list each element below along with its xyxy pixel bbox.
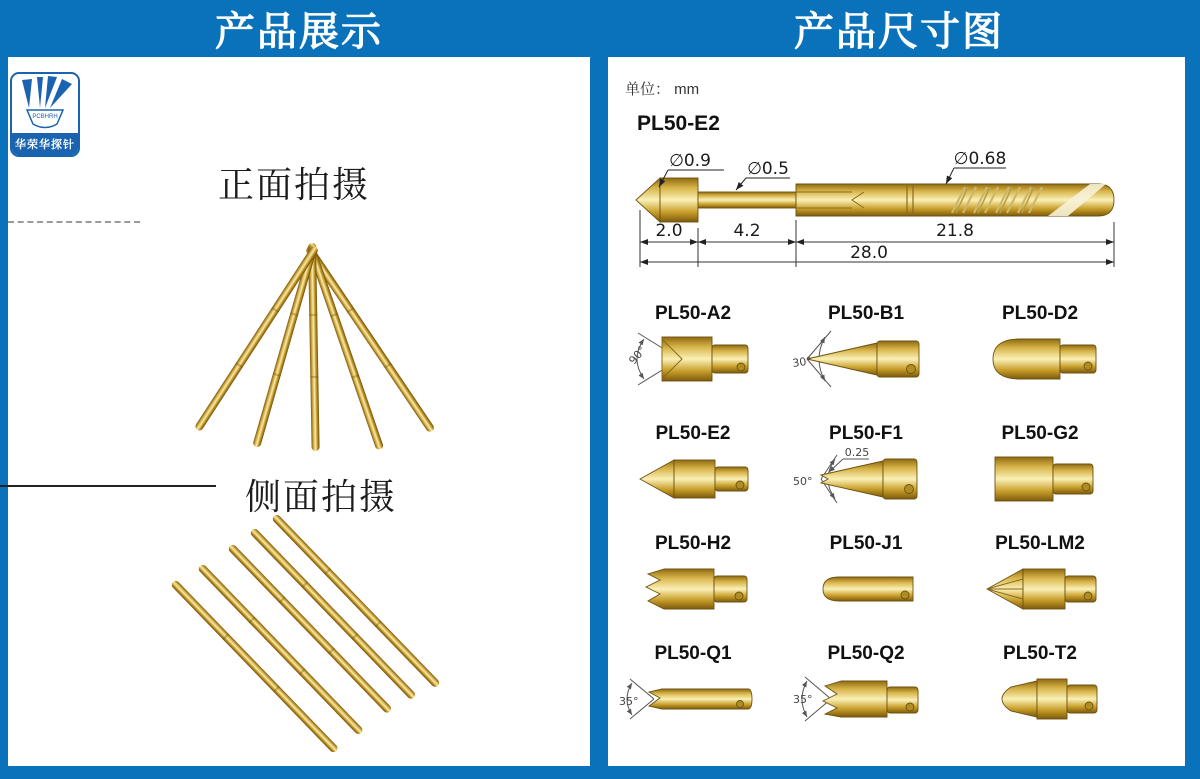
logo-crown-icon — [12, 74, 78, 134]
tip-angle-label: 90° — [626, 343, 649, 367]
tip-cell-t2 — [965, 643, 1115, 731]
tip-drawing-crown-fork — [791, 667, 941, 731]
tip-drawing-flat — [965, 447, 1115, 511]
tip-model-label: PL50-D2 — [1001, 303, 1079, 324]
dashed-divider — [8, 221, 140, 223]
tip-model-label: PL50-F1 — [829, 423, 903, 444]
tip-cell-j1 — [791, 533, 941, 621]
logo-band — [12, 133, 78, 155]
right-panel-title: 产品尺寸图 — [794, 10, 1004, 54]
tip-drawing-dome — [965, 327, 1115, 391]
tip-model-label: PL50-Q1 — [654, 643, 732, 664]
tip-angle-label: 30° — [791, 354, 813, 370]
tip-drawing-sharp — [791, 327, 941, 391]
dia-head-label: ∅0.9 — [669, 151, 711, 171]
tip-cell-f1 — [791, 423, 941, 511]
product-display-panel — [8, 57, 590, 766]
side-label-line — [0, 485, 216, 487]
tip-model-label: PL50-G2 — [1001, 423, 1079, 444]
tip-model-label: PL50-T2 — [1003, 643, 1077, 664]
tip-drawing-crown — [618, 557, 768, 621]
tip-drawing-fork — [618, 667, 768, 731]
probe-outline — [636, 178, 1114, 222]
dim-seg2: 4.2 — [733, 221, 761, 241]
probe-photo — [249, 527, 417, 700]
tip-model-label: PL50-Q2 — [827, 643, 905, 664]
tip-cell-e2 — [618, 423, 768, 511]
tip-drawing-star — [965, 557, 1115, 621]
front-photo-label: 正面拍摄 — [218, 164, 371, 205]
tip-model-label: PL50-B1 — [827, 303, 905, 324]
probe-photo — [252, 244, 318, 448]
logo-arc-text: PCBHRH — [32, 114, 58, 120]
tip-cell-b1 — [791, 303, 941, 391]
main-model-label: PL50-E2 — [637, 112, 720, 135]
probe-photo — [305, 245, 436, 434]
tip-cell-a2 — [618, 303, 768, 391]
tip-model-label: PL50-H2 — [654, 533, 732, 554]
dimension-drawing — [620, 140, 1140, 275]
probe-photo — [170, 579, 339, 754]
dimension-panel — [608, 57, 1185, 766]
probe-photo — [227, 543, 393, 714]
tip-drawing-concave — [618, 327, 768, 391]
tip-angle-label: 35° — [793, 693, 813, 706]
tip-angle-label: 35° — [619, 695, 639, 708]
tip-model-label: PL50-E2 — [655, 423, 731, 444]
tip-drawing-cone — [618, 447, 768, 511]
tip-cell-g2 — [965, 423, 1115, 511]
side-photo-label: 侧面拍摄 — [245, 476, 398, 517]
left-panel-header — [0, 0, 598, 57]
right-panel-header — [598, 0, 1200, 57]
tip-cell-d2 — [965, 303, 1115, 391]
tip-model-label: PL50-A2 — [654, 303, 732, 324]
left-panel-title: 产品展示 — [215, 10, 383, 54]
tip-cell-lm2 — [965, 533, 1115, 621]
tip-cell-q1 — [618, 643, 768, 731]
tip-drawing-round-cone — [965, 667, 1115, 731]
dia-barrel-label: ∅0.68 — [953, 149, 1007, 169]
tip-cell-h2 — [618, 533, 768, 621]
tip-model-label: PL50-J1 — [829, 533, 903, 554]
tip-note-label: 0.25 — [844, 447, 870, 459]
tip-drawing-plain — [791, 557, 941, 621]
dia-shaft-label: ∅0.5 — [747, 159, 789, 179]
dim-seg3: 21.8 — [936, 221, 974, 241]
tip-drawing-chisel — [791, 447, 941, 511]
unit-label: 单位： mm — [625, 81, 700, 98]
dim-total: 28.0 — [850, 243, 888, 263]
tip-model-label: PL50-LM2 — [995, 533, 1085, 554]
tip-angle-label: 50° — [793, 475, 813, 488]
dim-seg1: 2.0 — [655, 221, 683, 241]
tip-cell-q2 — [791, 643, 941, 731]
logo-brand-name: 华荣华探针 — [15, 139, 75, 151]
brand-logo — [10, 72, 80, 157]
probe-photo — [194, 245, 319, 432]
